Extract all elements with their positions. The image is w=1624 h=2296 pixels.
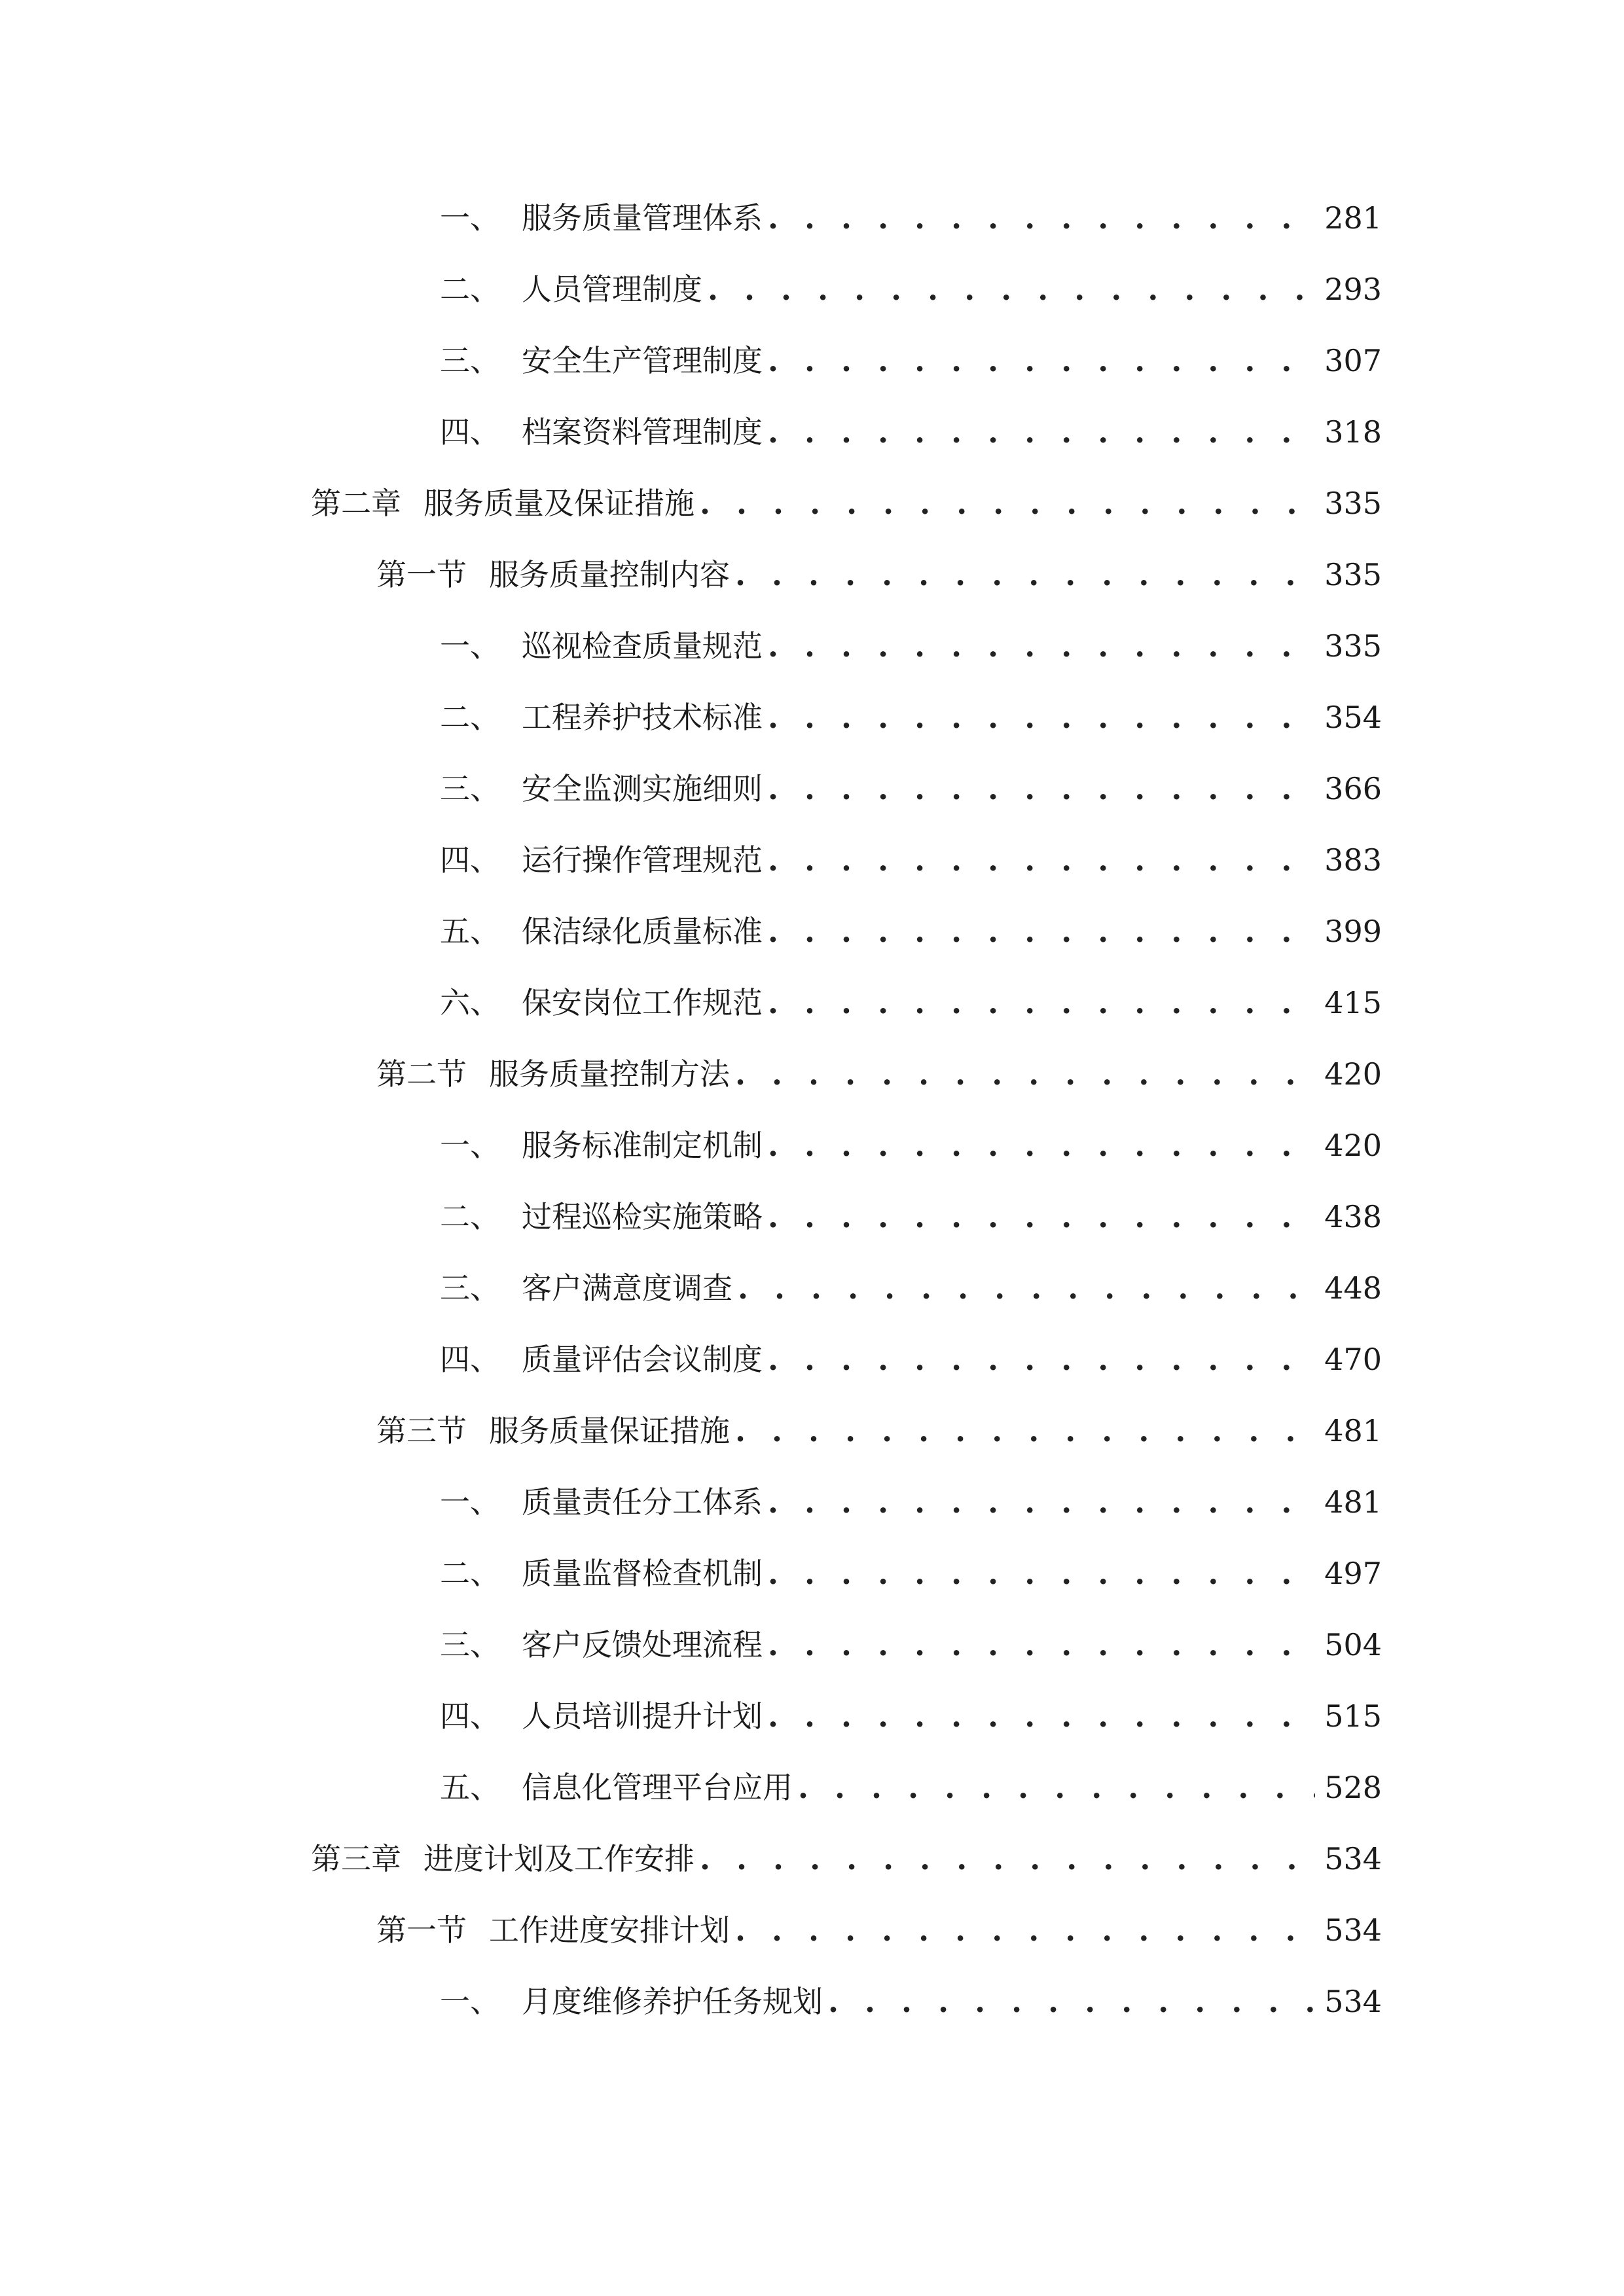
toc-dot-leader — [768, 1547, 1315, 1600]
toc-entry-number: 四、 — [440, 414, 500, 450]
toc-entry-page: 307 — [1324, 343, 1382, 378]
toc-entry-number: 四、 — [440, 1698, 500, 1734]
toc-entry[interactable] — [440, 905, 1382, 958]
toc-dot-leader — [735, 1048, 1315, 1100]
toc-entry-page: 534 — [1324, 1841, 1382, 1876]
toc-dot-leader — [768, 1119, 1315, 1172]
toc-entry-number: 五、 — [440, 1770, 500, 1805]
toc-entry[interactable] — [440, 977, 1382, 1029]
toc-entry-title: 档案资料管理制度 — [522, 414, 763, 450]
toc-entry-title: 服务质量控制内容 — [489, 557, 730, 592]
toc-dot-leader — [768, 406, 1315, 458]
toc-entry[interactable] — [440, 1547, 1382, 1600]
toc-entry-title: 质量监督检查机制 — [522, 1556, 763, 1591]
toc-entry-number: 一、 — [440, 628, 500, 664]
toc-dot-leader — [768, 905, 1315, 958]
toc-entry-page: 293 — [1324, 272, 1382, 307]
toc-entry-section[interactable] — [376, 548, 1382, 601]
toc-dot-leader — [735, 548, 1315, 601]
toc-entry-title: 服务质量及保证措施 — [424, 486, 695, 521]
toc-entry-number: 一、 — [440, 200, 500, 236]
toc-entry-number: 二、 — [440, 1199, 500, 1234]
toc-entry-number: 三、 — [440, 771, 500, 806]
toc-entry-title: 服务质量保证措施 — [489, 1413, 730, 1448]
toc-dot-leader — [768, 334, 1315, 387]
toc-entry-number: 二、 — [440, 1556, 500, 1591]
toc-entry-section[interactable] — [376, 1048, 1382, 1100]
toc-entry-chapter[interactable] — [311, 1833, 1382, 1885]
toc-dot-leader — [700, 1833, 1315, 1885]
toc-entry-page: 481 — [1324, 1413, 1382, 1448]
toc-dot-leader — [828, 1975, 1315, 2028]
toc-entry-number: 第二章 — [311, 486, 401, 521]
toc-dot-leader — [768, 1333, 1315, 1386]
toc-entry-section[interactable] — [376, 1904, 1382, 1956]
toc-entry-number: 第二节 — [376, 1056, 467, 1092]
toc-entry[interactable] — [440, 1690, 1382, 1742]
toc-entry-page: 448 — [1324, 1270, 1382, 1306]
toc-entry[interactable] — [440, 1619, 1382, 1671]
toc-entry-title: 工作进度安排计划 — [489, 1912, 730, 1948]
toc-entry-page: 534 — [1324, 1912, 1382, 1948]
toc-entry-title: 进度计划及工作安排 — [424, 1841, 695, 1876]
toc-entry-title: 人员培训提升计划 — [522, 1698, 763, 1734]
toc-entry-title: 信息化管理平台应用 — [522, 1770, 793, 1805]
toc-dot-leader — [768, 691, 1315, 744]
toc-entry-page: 335 — [1324, 486, 1382, 521]
toc-entry-title: 月度维修养护任务规划 — [522, 1984, 823, 2019]
toc-entry-page: 534 — [1324, 1984, 1382, 2019]
toc-entry-page: 366 — [1324, 771, 1382, 806]
toc-entry-number: 三、 — [440, 1270, 500, 1306]
toc-entry[interactable] — [440, 1119, 1382, 1172]
toc-dot-leader — [768, 1619, 1315, 1671]
toc-entry-title: 过程巡检实施策略 — [522, 1199, 763, 1234]
toc-entry-chapter[interactable] — [311, 477, 1382, 529]
toc-entry-title: 质量责任分工体系 — [522, 1484, 763, 1520]
toc-entry-page: 335 — [1324, 628, 1382, 664]
toc-entry-number: 四、 — [440, 842, 500, 878]
toc-dot-leader — [735, 1405, 1315, 1457]
toc-entry-page: 528 — [1324, 1770, 1382, 1805]
toc-entry[interactable] — [440, 334, 1382, 387]
toc-entry-page: 354 — [1324, 700, 1382, 735]
toc-entry-number: 第三章 — [311, 1841, 401, 1876]
toc-entry[interactable] — [440, 691, 1382, 744]
toc-entry-title: 运行操作管理规范 — [522, 842, 763, 878]
toc-dot-leader — [768, 834, 1315, 886]
toc-entry-title: 安全生产管理制度 — [522, 343, 763, 378]
toc-entry[interactable] — [440, 406, 1382, 458]
toc-dot-leader — [768, 1476, 1315, 1528]
toc-entry-title: 保安岗位工作规范 — [522, 985, 763, 1020]
toc-entry[interactable] — [440, 620, 1382, 672]
toc-entry[interactable] — [440, 762, 1382, 815]
toc-dot-leader — [700, 477, 1315, 529]
toc-dot-leader — [768, 1191, 1315, 1243]
toc-dot-leader — [768, 620, 1315, 672]
toc-entry-title: 保洁绿化质量标准 — [522, 914, 763, 949]
toc-entry-title: 客户反馈处理流程 — [522, 1627, 763, 1662]
toc-dot-leader — [768, 1690, 1315, 1742]
toc-entry-page: 415 — [1324, 985, 1382, 1020]
toc-entry-number: 二、 — [440, 700, 500, 735]
toc-entry-number: 六、 — [440, 985, 500, 1020]
toc-entry-number: 第三节 — [376, 1413, 467, 1448]
toc-entry-title: 巡视检查质量规范 — [522, 628, 763, 664]
toc-entry[interactable] — [440, 1262, 1382, 1314]
toc-entry-title: 安全监测实施细则 — [522, 771, 763, 806]
toc-entry[interactable] — [440, 1333, 1382, 1386]
toc-dot-leader — [768, 192, 1315, 244]
toc-entry[interactable] — [440, 834, 1382, 886]
toc-entry[interactable] — [440, 1761, 1382, 1814]
toc-entry-number: 第一节 — [376, 557, 467, 592]
toc-entry-page: 318 — [1324, 414, 1382, 450]
toc-entry-page: 438 — [1324, 1199, 1382, 1234]
toc-entry-title: 人员管理制度 — [522, 272, 702, 307]
toc-entry-title: 客户满意度调查 — [522, 1270, 732, 1306]
toc-dot-leader — [768, 762, 1315, 815]
toc-entry-page: 420 — [1324, 1056, 1382, 1092]
toc-entry-title: 服务质量管理体系 — [522, 200, 763, 236]
toc-entry-number: 二、 — [440, 272, 500, 307]
toc-entry-section[interactable] — [376, 1405, 1382, 1457]
toc-entry-page: 383 — [1324, 842, 1382, 878]
toc-entry-page: 420 — [1324, 1128, 1382, 1163]
toc-entry-number: 五、 — [440, 914, 500, 949]
toc-entry-page: 497 — [1324, 1556, 1382, 1591]
toc-entry-title: 服务标准制定机制 — [522, 1128, 763, 1163]
toc-entry-title: 质量评估会议制度 — [522, 1342, 763, 1377]
toc-entry[interactable] — [440, 263, 1382, 315]
toc-entry-page: 481 — [1324, 1484, 1382, 1520]
toc-dot-leader — [735, 1904, 1315, 1956]
toc-entry-page: 399 — [1324, 914, 1382, 949]
toc-entry-title: 服务质量控制方法 — [489, 1056, 730, 1092]
toc-dot-leader — [798, 1761, 1315, 1814]
toc-entry-number: 三、 — [440, 343, 500, 378]
toc-entry-number: 一、 — [440, 1128, 500, 1163]
toc-dot-leader — [768, 977, 1315, 1029]
toc-dot-leader — [708, 263, 1315, 315]
toc-entry[interactable] — [440, 192, 1382, 244]
toc-entry-number: 一、 — [440, 1984, 500, 2019]
toc-entry-page: 335 — [1324, 557, 1382, 592]
toc-entry[interactable] — [440, 1975, 1382, 2028]
toc-entry-number: 第一节 — [376, 1912, 467, 1948]
toc-entry-number: 三、 — [440, 1627, 500, 1662]
toc-entry-page: 515 — [1324, 1698, 1382, 1734]
toc-entry-page: 281 — [1324, 200, 1382, 236]
toc-entry[interactable] — [440, 1191, 1382, 1243]
toc-entry[interactable] — [440, 1476, 1382, 1528]
toc-dot-leader — [738, 1262, 1315, 1314]
toc-entry-page: 504 — [1324, 1627, 1382, 1662]
toc-entry-page: 470 — [1324, 1342, 1382, 1377]
toc-entry-number: 一、 — [440, 1484, 500, 1520]
toc-entry-title: 工程养护技术标准 — [522, 700, 763, 735]
toc-entry-number: 四、 — [440, 1342, 500, 1377]
